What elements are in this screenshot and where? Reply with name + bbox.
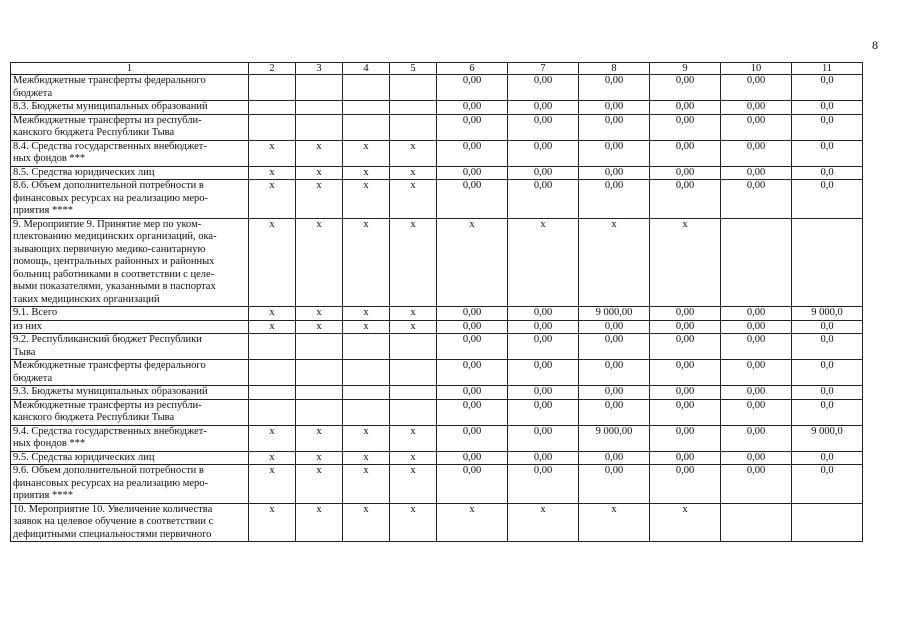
table-cell [249, 360, 296, 386]
table-cell: х [343, 451, 390, 465]
table-cell: 0,00 [508, 465, 579, 504]
column-header: 7 [508, 63, 579, 75]
row-description: 8.3. Бюджеты муниципальных образований [11, 101, 249, 115]
budget-table [10, 62, 863, 542]
table-cell: 0,00 [650, 386, 721, 400]
table-cell: х [296, 307, 343, 321]
table-cell: х [249, 465, 296, 504]
table-cell: 0,0 [792, 166, 863, 180]
table-cell: 0,00 [721, 451, 792, 465]
table-cell [296, 114, 343, 140]
table-cell: 0,00 [437, 451, 508, 465]
table-cell: 0,00 [508, 320, 579, 334]
table-cell: х [343, 218, 390, 307]
table-cell: 0,00 [437, 425, 508, 451]
table-cell: х [343, 465, 390, 504]
table-cell: х [390, 307, 437, 321]
table-cell: 0,00 [579, 140, 650, 166]
column-header: 1 [11, 63, 249, 75]
table-cell: х [249, 503, 296, 542]
table-cell: 0,00 [650, 166, 721, 180]
table-cell: 0,00 [721, 386, 792, 400]
table-cell: х [390, 140, 437, 166]
table-cell: 0,00 [437, 334, 508, 360]
table-cell: х [508, 503, 579, 542]
table-cell: 0,00 [650, 360, 721, 386]
table-cell: х [343, 320, 390, 334]
table-cell: х [296, 503, 343, 542]
table-row [11, 320, 863, 334]
table-cell: 0,00 [508, 334, 579, 360]
table-cell [296, 360, 343, 386]
table-cell: х [296, 465, 343, 504]
table-cell [249, 334, 296, 360]
row-description: 8.4. Средства государственных внебюджет- ных фондов *** [11, 140, 249, 166]
table-cell: х [437, 503, 508, 542]
column-header: 6 [437, 63, 508, 75]
table-cell: х [343, 425, 390, 451]
table-cell: х [343, 307, 390, 321]
table-row [11, 360, 863, 386]
table-row [11, 307, 863, 321]
table-cell: х [390, 218, 437, 307]
table-cell: х [390, 465, 437, 504]
column-header: 9 [650, 63, 721, 75]
table-cell: х [390, 503, 437, 542]
table-cell: 0,0 [792, 320, 863, 334]
row-description: 8.6. Объем дополнительной потребности в финансовых ресурсах на реализацию меро- приятия **** [11, 180, 249, 219]
table-cell: 0,00 [721, 360, 792, 386]
table-row [11, 140, 863, 166]
table-cell: х [343, 166, 390, 180]
table-cell [343, 101, 390, 115]
table-cell [390, 386, 437, 400]
table-cell: х [296, 218, 343, 307]
table-cell: 9 000,0 [792, 425, 863, 451]
table-row [11, 75, 863, 101]
row-description: Межбюджетные трансферты из республи- канского бюджета Республики Тыва [11, 114, 249, 140]
row-description: 9.3. Бюджеты муниципальных образований [11, 386, 249, 400]
column-header: 2 [249, 63, 296, 75]
table-cell: 0,00 [508, 425, 579, 451]
table-cell: 0,00 [579, 399, 650, 425]
table-cell: 0,00 [721, 307, 792, 321]
table-cell: х [296, 166, 343, 180]
table-cell: 0,00 [437, 180, 508, 219]
table-row [11, 218, 863, 307]
table-row [11, 503, 863, 542]
table-cell: х [390, 451, 437, 465]
table-cell: 0,00 [721, 465, 792, 504]
table-cell: х [650, 503, 721, 542]
table-cell: х [343, 140, 390, 166]
table-cell: 0,00 [508, 166, 579, 180]
table-cell: 0,00 [579, 360, 650, 386]
table-cell: 0,00 [650, 75, 721, 101]
table-cell: х [437, 218, 508, 307]
table-cell: 0,00 [721, 425, 792, 451]
table-cell: 0,0 [792, 334, 863, 360]
table-cell: 0,00 [437, 307, 508, 321]
table-cell: 0,00 [721, 140, 792, 166]
table-cell: х [249, 166, 296, 180]
table-cell [792, 503, 863, 542]
table-cell: х [249, 320, 296, 334]
table-cell: 0,00 [508, 114, 579, 140]
table-cell: 0,00 [508, 180, 579, 219]
row-description: 9.2. Республиканский бюджет Республики Тыва [11, 334, 249, 360]
row-description: Межбюджетные трансферты из республи- канского бюджета Республики Тыва [11, 399, 249, 425]
table-cell: 0,00 [579, 465, 650, 504]
table-cell: 9 000,00 [579, 425, 650, 451]
row-description: Межбюджетные трансферты федерального бюджета [11, 360, 249, 386]
table-cell: 0,00 [721, 180, 792, 219]
table-cell: х [296, 425, 343, 451]
table-row [11, 386, 863, 400]
table-cell: 0,00 [579, 114, 650, 140]
column-header: 10 [721, 63, 792, 75]
column-header: 5 [390, 63, 437, 75]
table-cell [390, 334, 437, 360]
table-cell: 0,0 [792, 101, 863, 115]
table-row [11, 180, 863, 219]
row-description: 10. Мероприятие 10. Увеличение количества заявок на целевое обучение в соответствии с дефицитными специальностями первичного [11, 503, 249, 542]
table-cell [390, 360, 437, 386]
table-cell: х [249, 451, 296, 465]
table-cell: 0,00 [650, 334, 721, 360]
table-cell: 0,00 [579, 320, 650, 334]
table-cell [390, 399, 437, 425]
table-cell: 0,00 [721, 399, 792, 425]
table-row [11, 166, 863, 180]
table-cell: 0,00 [650, 465, 721, 504]
table-cell: 0,00 [437, 360, 508, 386]
table-row [11, 399, 863, 425]
table-cell: 0,00 [437, 140, 508, 166]
table-cell: х [343, 503, 390, 542]
table-cell [249, 101, 296, 115]
table-cell [343, 334, 390, 360]
table-cell: х [343, 180, 390, 219]
table-cell: 0,00 [579, 166, 650, 180]
table-cell: 0,00 [437, 465, 508, 504]
table-cell: 0,00 [650, 307, 721, 321]
table-cell: 0,00 [650, 425, 721, 451]
page-number: 8 [872, 38, 878, 52]
table-cell: 0,00 [508, 140, 579, 166]
table-row [11, 114, 863, 140]
table-cell [296, 399, 343, 425]
table-row [11, 334, 863, 360]
table-cell: 0,00 [508, 360, 579, 386]
table-cell: 0,0 [792, 140, 863, 166]
table-cell [721, 218, 792, 307]
table-cell: 0,00 [650, 180, 721, 219]
table-cell: х [249, 307, 296, 321]
table-cell: 0,00 [508, 307, 579, 321]
table-cell: 0,00 [437, 399, 508, 425]
table-cell: 0,00 [579, 75, 650, 101]
table-cell: 9 000,00 [579, 307, 650, 321]
table-cell: х [390, 166, 437, 180]
table-cell: 0,00 [579, 451, 650, 465]
table-row [11, 101, 863, 115]
table-cell: х [296, 140, 343, 166]
table-cell: 0,00 [650, 399, 721, 425]
table-cell: 0,0 [792, 399, 863, 425]
table-cell: 0,00 [650, 140, 721, 166]
table-cell: 0,00 [437, 75, 508, 101]
table-cell: 0,00 [508, 451, 579, 465]
row-description: 9.4. Средства государственных внебюджет- ных фондов *** [11, 425, 249, 451]
column-header: 3 [296, 63, 343, 75]
table-cell [296, 75, 343, 101]
column-number-row [11, 63, 863, 75]
table-cell: 0,00 [721, 75, 792, 101]
column-header: 11 [792, 63, 863, 75]
table-cell: х [390, 425, 437, 451]
table-cell: 0,00 [508, 386, 579, 400]
table-cell: 0,00 [579, 180, 650, 219]
table-cell: 0,0 [792, 75, 863, 101]
row-description: 9. Мероприятие 9. Принятие мер по уком- плектованию медицинских организаций, ока- зывающих первичную медико-санитарную помощь, центральных районных и районных больниц работниками в соответствии с целе- выми показателями, указанными в паспортах таких медицинских организаций [11, 218, 249, 307]
table-cell [343, 399, 390, 425]
table-cell: 0,00 [508, 399, 579, 425]
row-description: 9.1. Всего [11, 307, 249, 321]
table-cell: 0,0 [792, 451, 863, 465]
table-cell [792, 218, 863, 307]
table-cell: х [249, 218, 296, 307]
table-cell [390, 75, 437, 101]
table-cell [249, 386, 296, 400]
table-cell [296, 386, 343, 400]
table-cell: 0,0 [792, 465, 863, 504]
table-cell: 0,00 [650, 451, 721, 465]
row-description: 9.6. Объем дополнительной потребности в финансовых ресурсах на реализацию меро- приятия **** [11, 465, 249, 504]
table-cell [249, 399, 296, 425]
table-cell: 0,00 [508, 75, 579, 101]
table-cell: х [249, 180, 296, 219]
table-cell [343, 360, 390, 386]
column-header: 4 [343, 63, 390, 75]
table-cell: 0,00 [721, 114, 792, 140]
table-cell: х [579, 218, 650, 307]
table-cell: 0,00 [650, 114, 721, 140]
table-row [11, 451, 863, 465]
table-row [11, 465, 863, 504]
table-cell: 0,00 [721, 320, 792, 334]
table-cell [343, 75, 390, 101]
table-cell: х [296, 180, 343, 219]
table-cell: 0,0 [792, 114, 863, 140]
table-cell [343, 386, 390, 400]
table-cell: 0,00 [650, 320, 721, 334]
table-cell: 0,00 [721, 101, 792, 115]
table-cell: 0,00 [650, 101, 721, 115]
table-cell: 0,00 [508, 101, 579, 115]
table-cell [390, 114, 437, 140]
table-cell: 0,0 [792, 180, 863, 219]
table-cell [721, 503, 792, 542]
table-cell [296, 334, 343, 360]
table-cell [249, 75, 296, 101]
table-cell: 0,00 [721, 166, 792, 180]
table-cell: х [249, 425, 296, 451]
table-cell: 0,00 [579, 101, 650, 115]
table-cell: 0,00 [437, 114, 508, 140]
table-cell: х [296, 451, 343, 465]
table-cell: х [508, 218, 579, 307]
row-description: 8.5. Средства юридических лиц [11, 166, 249, 180]
table-cell: 0,0 [792, 386, 863, 400]
table-cell [343, 114, 390, 140]
table-cell: х [579, 503, 650, 542]
table-body [11, 75, 863, 542]
table-cell: 0,00 [437, 101, 508, 115]
row-description: Межбюджетные трансферты федерального бюджета [11, 75, 249, 101]
table-cell: 0,00 [437, 166, 508, 180]
table-cell: х [249, 140, 296, 166]
table-cell [249, 114, 296, 140]
table-cell: х [390, 180, 437, 219]
table-cell: 0,00 [437, 320, 508, 334]
table-cell: х [296, 320, 343, 334]
table-cell: 0,0 [792, 360, 863, 386]
table-cell: 0,00 [721, 334, 792, 360]
table-cell: 0,00 [579, 386, 650, 400]
column-header: 8 [579, 63, 650, 75]
table-cell: х [650, 218, 721, 307]
table-cell: 0,00 [579, 334, 650, 360]
table-row [11, 425, 863, 451]
row-description: 9.5. Средства юридических лиц [11, 451, 249, 465]
table-cell [296, 101, 343, 115]
table-cell [390, 101, 437, 115]
row-description: из них [11, 320, 249, 334]
table-cell: 0,00 [437, 386, 508, 400]
table-cell: х [390, 320, 437, 334]
table-cell: 9 000,0 [792, 307, 863, 321]
